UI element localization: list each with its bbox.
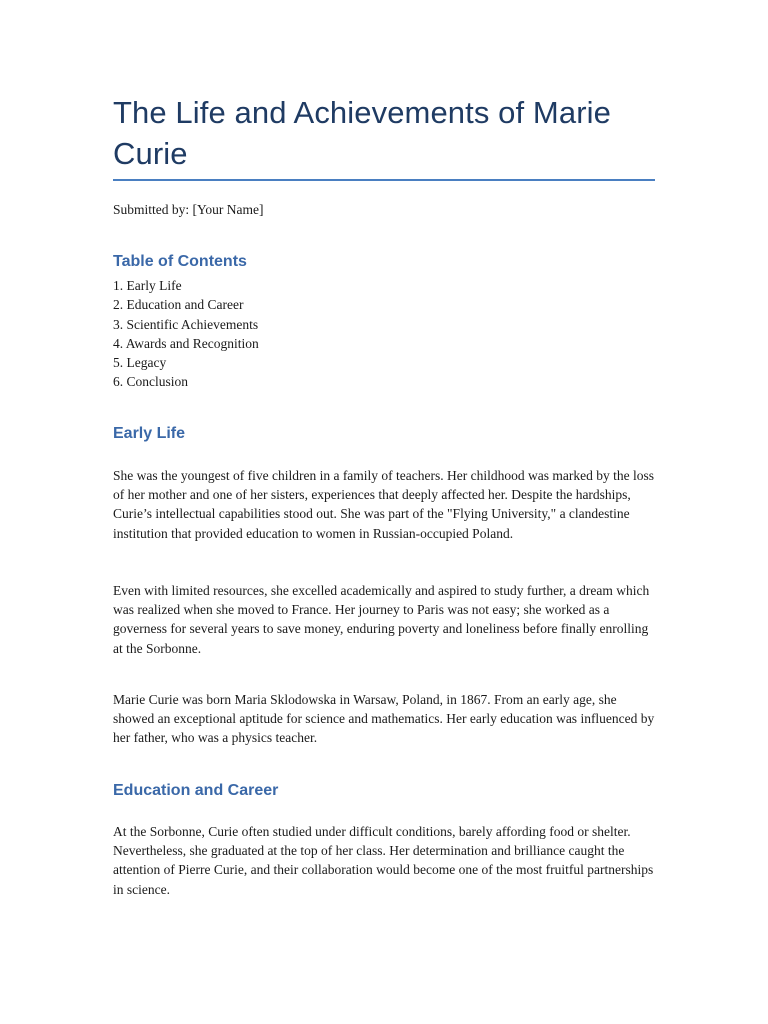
toc-item-legacy: 5. Legacy	[113, 355, 167, 371]
education-career-paragraph-1: At the Sorbonne, Curie often studied under difficult conditions, barely affording food or shelter. Nevertheless, she graduated at the top of her class. Her determination and brilliance caught the attention of Pierre Curie, and their collaboration would become one of the most fruitful partnerships in science.	[113, 824, 654, 897]
toc-item-education-career: 2. Education and Career	[113, 297, 244, 313]
toc-heading: Table of Contents	[113, 253, 247, 270]
early-life-paragraph-3: Marie Curie was born Maria Sklodowska in Warsaw, Poland, in 1867. From an early age, she showed an exceptional aptitude for science and mathematics. Her early education was influenced by her father, who was a physics teacher.	[113, 692, 655, 746]
title-divider	[113, 179, 655, 181]
section-heading-early-life: Early Life	[113, 425, 186, 442]
toc-item-awards-recognition: 4. Awards and Recognition	[113, 335, 259, 351]
submitted-by: Submitted by: [Your Name]	[113, 202, 264, 217]
early-life-paragraph-1: She was the youngest of five children in a family of teachers. Her childhood was marked by the loss of her mother and one of her sisters, experiences that deeply affected her. Despite the hardships, Curie’s intellectual capabilities stood out. She was part of the "Flying University," a clandestine institution that provided education to women in Russian-occupied Poland.	[113, 468, 654, 541]
table-of-contents	[113, 276, 259, 392]
toc-item-scientific-achievements: 3. Scientific Achievements	[113, 316, 259, 332]
section-heading-education-career: Education and Career	[113, 782, 279, 799]
early-life-paragraph-2: Even with limited resources, she excelled academically and aspired to study further, a dream which was realized when she moved to France. Her journey to Paris was not easy; she worked as a governess for several years to save money, enduring poverty and loneliness before finally enrolling at the Sorbonne.	[113, 583, 650, 656]
toc-item-conclusion: 6. Conclusion	[113, 374, 189, 390]
toc-item-early-life: 1. Early Life	[113, 278, 182, 293]
document-title: The Life and Achievements of Marie Curie	[113, 95, 611, 171]
